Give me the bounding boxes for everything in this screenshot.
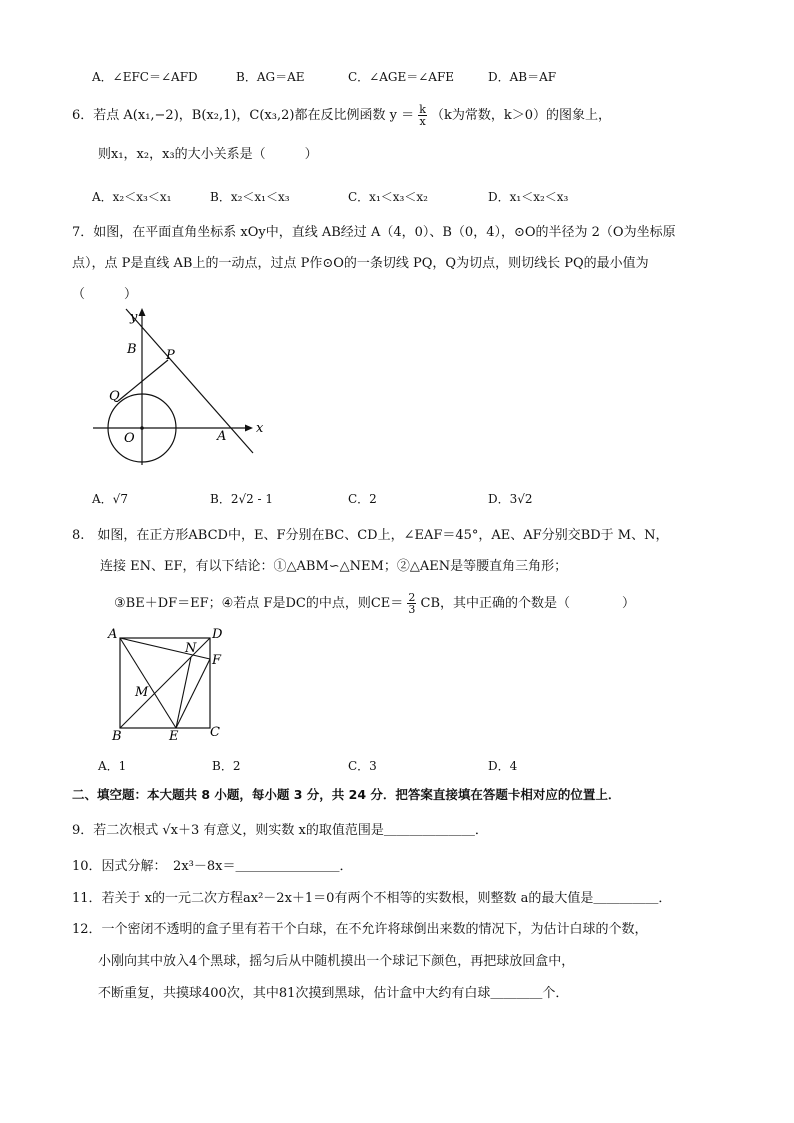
q6-stem-post: （k为常数，k＞0）的图象上， <box>431 108 612 123</box>
q8-option-b: B．2 <box>212 759 241 773</box>
q6-option-d: D．x₁＜x₂＜x₃ <box>488 190 569 204</box>
q8-option-c: C．3 <box>348 759 377 773</box>
q7-label-a: A <box>217 429 227 444</box>
q12-stem-line2: 小刚向其中放入4个黑球，摇匀后从中随机摸出一个球记下颜色，再把球放回盒中， <box>98 954 575 969</box>
q7-stem-line2: 点），点 P是直线 AB上的一动点，过点 P作⊙O的一条切线 PQ，Q为切点，则切线长 PQ的最小值为 <box>72 256 649 271</box>
q7-line-ab <box>126 309 253 453</box>
q7-y-arrow-icon <box>139 308 146 316</box>
q6-option-a: A．x₂＜x₃＜x₁ <box>92 190 172 204</box>
q7-label-q: Q <box>109 389 120 404</box>
q8-label-n: N <box>185 641 197 656</box>
q8-stem-line1: 8. 如图，在正方形ABCD中，E、F分别在BC、CD上，∠EAF＝45°，AE、AF分别交BD于 M、N， <box>72 528 669 543</box>
q6-stem-line1 <box>72 104 611 127</box>
q8-option-a: A．1 <box>98 759 127 773</box>
q8-label-e: E <box>169 729 179 744</box>
q9-stem: 9．若二次根式 √x＋3 有意义，则实数 x的取值范围是＿＿＿＿＿＿＿． <box>72 823 488 838</box>
q7-label-o: O <box>124 431 135 446</box>
q6-fraction <box>418 104 427 127</box>
q10-stem: 10．因式分解： 2x³－8x＝＿＿＿＿＿＿＿＿． <box>72 859 353 874</box>
q7-label-b: B <box>127 342 137 357</box>
q8-fraction <box>407 592 416 615</box>
q8-figure <box>104 622 234 747</box>
q8-stem-pre: ③BE＋DF＝EF；④若点 F是DC的中点，则CE＝ <box>114 596 404 611</box>
q7-label-x: x <box>256 421 264 436</box>
q6-frac-den: x <box>419 115 426 128</box>
q5-option-b: B．AG＝AE <box>236 70 305 84</box>
q5-option-a: A．∠EFC＝∠AFD <box>92 70 198 84</box>
q6-stem-pre: 6．若点 A(x₁,−2)，B(x₂,1)，C(x₃,2)都在反比例函数 y ＝ <box>72 108 415 123</box>
q8-label-b: B <box>112 729 122 744</box>
q8-line-ae <box>120 638 176 728</box>
q7-tangent-pq <box>118 360 168 401</box>
q8-label-f: F <box>212 653 222 668</box>
q6-option-c: C．x₁＜x₃＜x₂ <box>348 190 428 204</box>
q7-center-dot <box>140 426 144 430</box>
q8-line-ef <box>176 659 210 728</box>
q8-line-en <box>176 657 191 728</box>
q7-figure <box>88 305 278 475</box>
q8-label-m: M <box>135 685 149 700</box>
q11-stem: 11．若关于 x的一元二次方程ax²－2x＋1＝0有两个不相等的实数根，则整数 a的最大值是＿＿＿＿＿． <box>72 891 672 906</box>
section2-heading: 二、填空题：本大题共 8 小题，每小题 3 分，共 24 分．把答案直接填在答题卡相对应的位置上． <box>72 787 621 802</box>
q8-label-c: C <box>210 725 220 740</box>
q7-option-a: A．√7 <box>92 492 128 506</box>
q8-stem-line2: 连接 EN、EF，有以下结论：①△ABM∽△NEM；②△AEN是等腰直角三角形； <box>100 559 568 574</box>
q8-label-d: D <box>212 627 223 642</box>
q7-x-arrow-icon <box>245 425 253 432</box>
q8-option-d: D．4 <box>488 759 518 773</box>
q5-option-c: C．∠AGE＝∠AFE <box>348 70 455 84</box>
q7-option-d: D．3√2 <box>488 492 533 506</box>
q8-line-af <box>120 638 210 659</box>
q7-option-b: B．2√2 - 1 <box>210 492 274 506</box>
q12-stem-line1: 12．一个密闭不透明的盒子里有若干个白球，在不允许将球倒出来数的情况下，为估计白球的个数， <box>72 922 648 937</box>
q7-label-y: y <box>130 310 138 325</box>
q7-stem-line1: 7．如图，在平面直角坐标系 xOy中，直线 AB经过 A（4，0）、B（0，4），⊙O的半径为 2（O为坐标原 <box>72 225 676 240</box>
q8-label-a: A <box>108 627 118 642</box>
q12-stem-line3: 不断重复，共摸球400次，其中81次摸到黑球，估计盒中大约有白球＿＿＿＿个． <box>98 986 569 1001</box>
q6-stem-line2: 则x₁，x₂，x₃的大小关系是（ ） <box>98 147 318 162</box>
q8-stem-post: CB，其中正确的个数是（ ） <box>420 596 636 611</box>
q7-option-c: C．2 <box>348 492 377 506</box>
q7-stem-line3: （ ） <box>72 287 138 302</box>
q6-frac-num: k <box>419 103 426 116</box>
q8-diagonal-bd <box>120 638 210 728</box>
q5-option-d: D．AB＝AF <box>488 70 557 84</box>
q8-frac-den: 3 <box>408 603 416 616</box>
q8-frac-num: 2 <box>408 591 416 604</box>
q7-label-p: P <box>166 348 175 363</box>
q6-option-b: B．x₂＜x₁＜x₃ <box>210 190 290 204</box>
q8-stem-line3 <box>114 592 635 615</box>
